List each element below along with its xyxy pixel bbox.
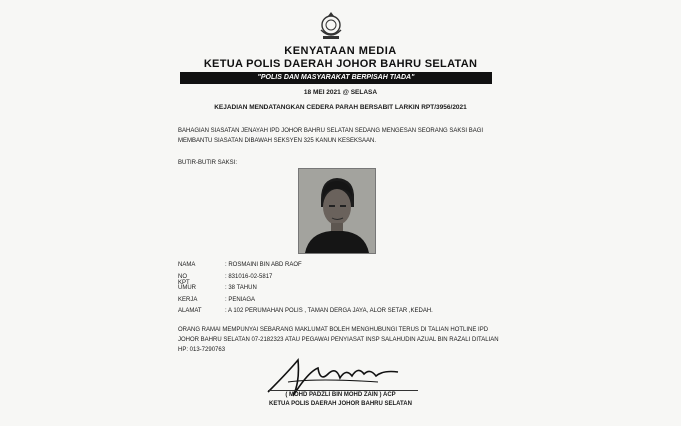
detail-key: UMUR [178,285,196,291]
document-subtitle: KETUA POLIS DAERAH JOHOR BAHRU SELATAN [203,58,478,70]
person-silhouette-icon [299,169,375,253]
witness-label: BUTIR-BUTIR SAKSI: [178,160,238,166]
signatory-title: KETUA POLIS DAERAH JOHOR BAHRU SELATAN [269,401,412,407]
detail-value: : ROSMAINI BIN ABD RAOF [225,262,302,268]
detail-value: : PENIAGA [225,296,256,303]
detail-key: KERJA [178,296,198,303]
detail-value: : 38 TAHUN [225,285,257,291]
detail-value: : 831016-02-5817 [225,273,273,280]
signatory-name: ( MOHD PADZLI BIN MOHD ZAIN ) ACP [285,392,396,398]
detail-key: NO KPT [178,273,190,286]
signature-line [268,390,418,391]
document-date: 18 MEI 2021 @ SELASA [303,89,378,96]
detail-key: NAMA [178,262,196,268]
witness-photo [298,168,376,254]
hotline-paragraph: ORANG RAMAI MEMPUNYAI SEBARANG MAKLUMAT BOLEH MENGHUBUNGI TERUS DI TALIAN HOTLINE IPD JOHOR BAHRU SELATAN 07-2182323 ATAU PEGAWAI PENYIASAT INSP SALAHUDIN AZUAL BIN RAZALI DITALIAN HP: 013-7290763 [178,327,499,353]
slogan-banner: "POLIS DAN MASYARAKAT BERPISAH TIADA" [180,72,492,84]
document-title: KENYATAAN MEDIA [284,45,397,57]
detail-key: ALAMAT [178,308,202,314]
body-paragraph: BAHAGIAN SIASATAN JENAYAH IPD JOHOR BAHRU SELATAN SEDANG MENGESAN SEORANG SAKSI BAGI MEMBANTU SIASATAN DIBAWAH SEKSYEN 325 KANUN KESEKSAAN. [178,128,484,144]
police-crest-icon [316,10,346,42]
detail-value: : A 102 PERUMAHAN POLIS , TAMAN DERGA JAYA, ALOR SETAR ,KEDAH. [225,308,433,314]
case-subject: KEJADIAN MENDATANGKAN CEDERA PARAH BERSABIT LARKIN RPT/3956/2021 [214,104,467,111]
